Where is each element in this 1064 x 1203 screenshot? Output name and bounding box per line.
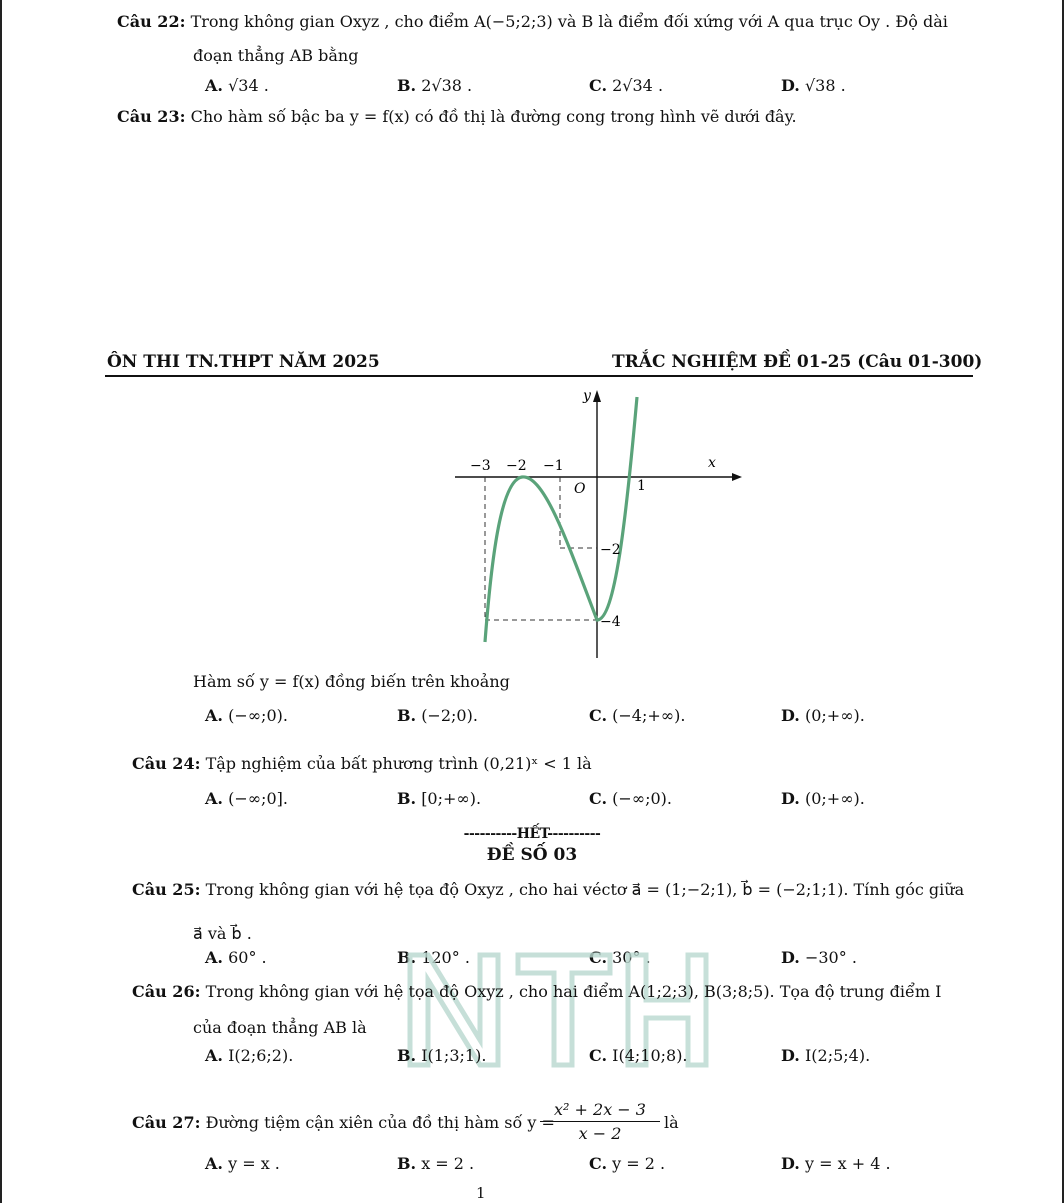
- q25-line2: a⃗ và b⃗ .: [193, 924, 252, 943]
- q24-line1: [132, 754, 592, 773]
- q27-option-a[interactable]: A. y = x .: [205, 1154, 280, 1173]
- tick-x-minus2: −2: [506, 458, 527, 474]
- q22-label: Câu 22:: [117, 12, 186, 31]
- q27-option-b[interactable]: B. x = 2 .: [397, 1154, 475, 1173]
- q27-text-post: là: [664, 1113, 679, 1132]
- tick-y-minus2: −2: [600, 542, 621, 558]
- q27-option-c[interactable]: C. y = 2 .: [589, 1154, 666, 1173]
- q23-line2: Hàm số y = f(x) đồng biến trên khoảng: [193, 672, 510, 691]
- q24-label: Câu 24:: [132, 754, 201, 773]
- tick-y-minus4: −4: [600, 614, 621, 630]
- q27-label: Câu 27:: [132, 1113, 201, 1132]
- q25-option-d[interactable]: D. −30° .: [781, 948, 857, 967]
- q23-line1: [117, 107, 797, 126]
- q26-line2: của đoạn thẳng AB là: [193, 1018, 367, 1037]
- q26-label: Câu 26:: [132, 982, 201, 1001]
- q26-option-d[interactable]: D. I(2;5;4).: [781, 1046, 871, 1065]
- q24-option-d[interactable]: D. (0;+∞).: [781, 789, 865, 808]
- q27-numerator: x² + 2x − 3: [554, 1100, 646, 1119]
- q27-denominator: x − 2: [578, 1124, 622, 1143]
- header-right: TRẮC NGHIỆM ĐỀ 01-25 (Câu 01-300): [612, 352, 983, 372]
- q25-line1: [132, 880, 964, 899]
- cubic-curve: [485, 397, 637, 642]
- q24-option-c[interactable]: C. (−∞;0).: [589, 789, 672, 808]
- x-axis-arrow: [732, 473, 742, 481]
- q26-option-a[interactable]: A. I(2;6;2).: [205, 1046, 294, 1065]
- tick-x-minus1: −1: [543, 458, 564, 474]
- q24-option-b[interactable]: B. [0;+∞).: [397, 789, 482, 808]
- q24-option-a[interactable]: A. (−∞;0].: [205, 789, 288, 808]
- q25-label: Câu 25:: [132, 880, 201, 899]
- y-axis-label: y: [583, 388, 591, 404]
- q26-line1: [132, 982, 941, 1001]
- q22-option-b[interactable]: B. 2√38 .: [397, 76, 473, 95]
- q27-line1: [132, 1113, 555, 1132]
- q22-option-d[interactable]: D. √38 .: [781, 76, 846, 95]
- header-left: ÔN THI TN.THPT NĂM 2025: [107, 352, 380, 372]
- page-number: 1: [476, 1184, 486, 1202]
- q25-option-b[interactable]: B. 120° .: [397, 948, 470, 967]
- q26-option-c[interactable]: C. I(4;10;8).: [589, 1046, 688, 1065]
- q26-option-b[interactable]: B. I(1;3;1).: [397, 1046, 487, 1065]
- tick-x-minus3: −3: [470, 458, 491, 474]
- origin-label: O: [574, 481, 586, 497]
- q27-fraction: [540, 1100, 660, 1143]
- q23-option-b[interactable]: B. (−2;0).: [397, 706, 478, 725]
- q25-option-c[interactable]: C. 30° .: [589, 948, 651, 967]
- q27-text-pre: Đường tiệm cận xiên của đồ thị hàm số y =: [205, 1113, 555, 1132]
- q22-text: Trong không gian Oxyz , cho điểm A(−5;2;3) và B là điểm đối xứng với A qua trục Oy . Độ dài: [190, 12, 948, 31]
- q23-option-c[interactable]: C. (−4;+∞).: [589, 706, 686, 725]
- fraction-bar: [540, 1121, 660, 1122]
- q25-option-a[interactable]: A. 60° .: [205, 948, 267, 967]
- q22-option-c[interactable]: C. 2√34 .: [589, 76, 664, 95]
- q22-option-a[interactable]: A. √34 .: [205, 76, 269, 95]
- q23-label: Câu 23:: [117, 107, 186, 126]
- q26-text: Trong không gian với hệ tọa độ Oxyz , cho hai điểm A(1;2;3), B(3;8;5). Tọa độ trung điểm I: [205, 982, 942, 1001]
- y-axis-arrow: [593, 390, 601, 402]
- q23-option-a[interactable]: A. (−∞;0).: [205, 706, 288, 725]
- cubic-graph: [440, 380, 760, 670]
- x-axis-label: x: [708, 455, 716, 471]
- tick-x-1: 1: [637, 478, 646, 494]
- q23-text: Cho hàm số bậc ba y = f(x) có đồ thị là đường cong trong hình vẽ dưới đây.: [190, 107, 797, 126]
- q22-line1: [117, 12, 948, 31]
- q23-option-d[interactable]: D. (0;+∞).: [781, 706, 865, 725]
- q27-option-d[interactable]: D. y = x + 4 .: [781, 1154, 891, 1173]
- exam-title: ĐỀ SỐ 03: [486, 845, 578, 865]
- q25-text: Trong không gian với hệ tọa độ Oxyz , cho hai véctơ a⃗ = (1;−2;1), b⃗ = (−2;1;1). Tính góc giữa: [205, 880, 965, 899]
- header-rule: [105, 375, 973, 377]
- q22-line2: đoạn thẳng AB bằng: [193, 46, 359, 65]
- q24-text: Tập nghiệm của bất phương trình (0,21)ˣ < 1 là: [205, 754, 592, 773]
- end-marker: ----------HẾT----------: [463, 826, 601, 842]
